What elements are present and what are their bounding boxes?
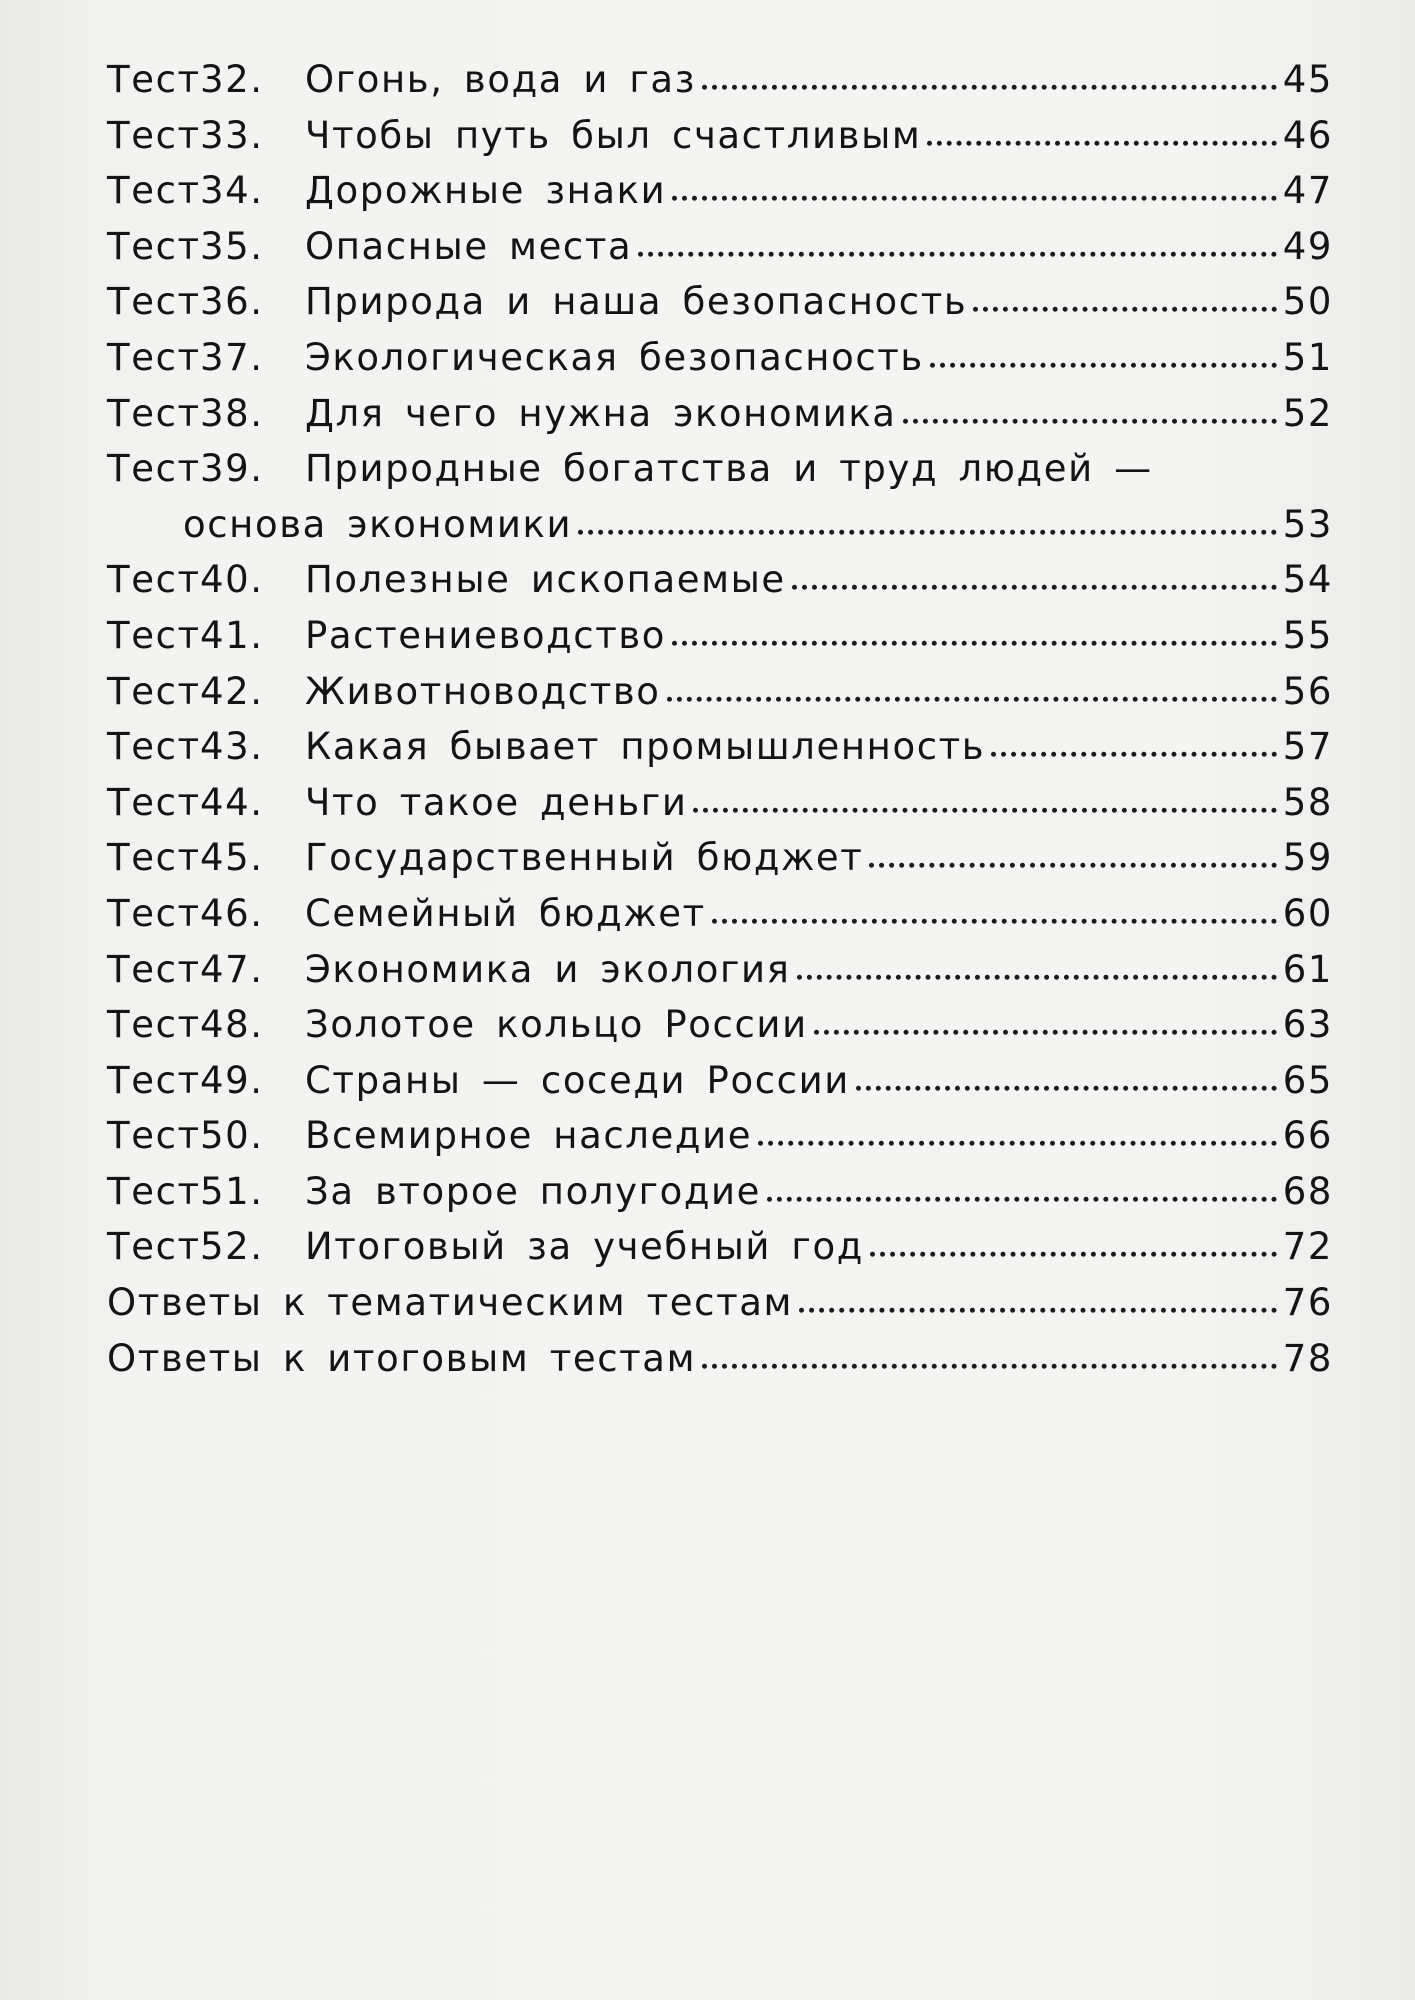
toc-entry-35 [107,219,1333,275]
toc-entry-50 [107,1108,1333,1164]
toc-entry-51 [107,1164,1333,1220]
dot-leader [693,778,1276,813]
dot-leader [672,611,1277,646]
dot-leader [672,166,1276,201]
test-number: 51. [200,1169,264,1213]
test-number: 45. [200,836,264,880]
test-title: За второе полугодие [305,1169,762,1213]
test-label: Тест [107,613,201,657]
test-number: 50. [200,1114,264,1158]
test-title: Что такое деньги [305,780,688,824]
page-number: 72 [1282,1225,1333,1269]
test-title: Дорожные знаки [305,169,667,213]
test-title: Золотое кольцо России [305,1003,808,1047]
test-number: 37. [200,335,264,379]
answers-title: Ответы к тематическим тестам [107,1281,794,1325]
toc-entry-45 [107,830,1333,886]
test-label: Тест [107,1225,201,1269]
page-number: 52 [1282,391,1333,435]
test-title: Итоговый за учебный год [305,1225,864,1269]
toc-entry-52 [107,1219,1333,1275]
toc-entry-49 [107,1053,1333,1109]
table-of-contents [107,52,1333,1386]
page-number: 59 [1282,836,1333,880]
page-number: 53 [1282,502,1333,546]
page-number: 47 [1282,169,1333,213]
test-number: 47. [200,947,264,991]
dot-leader [799,1278,1277,1313]
toc-entry-39 [107,441,1333,552]
test-label: Тест [107,169,201,213]
answers-title: Ответы к итоговым тестам [107,1336,697,1380]
toc-answers-final [107,1331,1333,1387]
toc-entry-33 [107,108,1333,164]
test-label: Тест [107,947,201,991]
test-title: Животноводство [305,669,661,713]
test-number: 49. [200,1058,264,1102]
test-number: 36. [200,280,264,324]
toc-entry-36 [107,274,1333,330]
test-number: 43. [200,725,264,769]
page-number: 78 [1282,1336,1333,1380]
test-title: Природа и наша безопасность [305,280,968,324]
toc-entry-40 [107,552,1333,608]
page-number: 45 [1282,58,1333,101]
test-label: Тест [107,780,201,824]
test-title: Экологическая безопасность [305,335,924,379]
page-number: 55 [1282,613,1333,657]
page-number: 46 [1282,113,1333,157]
toc-entry-32 [107,52,1333,108]
page-number: 63 [1282,1003,1333,1047]
test-number: 42. [200,669,264,713]
page-number: 56 [1282,669,1333,713]
page-number: 61 [1282,947,1333,991]
dot-leader [870,1223,1277,1258]
test-number: 35. [200,224,264,268]
test-label: Тест [107,447,201,491]
test-number: 33. [200,113,264,157]
test-title: Чтобы путь был счастливым [305,113,922,157]
page-number: 54 [1282,558,1333,602]
test-label: Тест [107,1169,201,1213]
test-label: Тест [107,725,201,769]
toc-entry-37 [107,330,1333,386]
test-label: Тест [107,58,201,101]
test-label: Тест [107,113,201,157]
test-number: 32. [200,58,264,101]
test-title-continuation: основа экономики [183,502,573,546]
dot-leader [814,1000,1277,1035]
dot-leader [702,1334,1277,1369]
dot-leader [578,500,1277,535]
toc-entry-34 [107,163,1333,219]
page-number: 76 [1282,1281,1333,1325]
dot-leader [927,111,1276,146]
page-number: 50 [1282,280,1333,324]
test-label: Тест [107,558,201,602]
page-number: 51 [1282,335,1333,379]
dot-leader [856,1056,1277,1091]
test-label: Тест [107,1114,201,1158]
test-title: Природные богатства и труд людей — [305,447,1153,491]
toc-entry-42 [107,664,1333,720]
test-title: Опасные места [305,224,633,268]
test-number: 40. [200,558,264,602]
toc-entry-48 [107,997,1333,1053]
test-title: Полезные ископаемые [305,558,786,602]
test-label: Тест [107,891,201,935]
test-title: Государственный бюджет [305,836,864,880]
test-label: Тест [107,669,201,713]
test-title: Страны — соседи России [305,1058,850,1102]
toc-entry-43 [107,719,1333,775]
toc-entry-41 [107,608,1333,664]
test-number: 39. [200,447,264,491]
test-title: Растениеводство [305,613,667,657]
dot-leader [638,222,1276,257]
test-number: 41. [200,613,264,657]
toc-entry-44 [107,775,1333,831]
dot-leader [767,1167,1277,1202]
page-number: 58 [1282,780,1333,824]
dot-leader [930,333,1277,368]
test-number: 34. [200,169,264,213]
page-number: 49 [1282,224,1333,268]
dot-leader [712,889,1277,924]
dot-leader [797,945,1277,980]
test-number: 38. [200,391,264,435]
test-label: Тест [107,280,201,324]
test-label: Тест [107,1003,201,1047]
toc-entry-47 [107,942,1333,998]
test-title: Экономика и экология [305,947,791,991]
test-number: 52. [200,1225,264,1269]
test-title: Всемирное наследие [305,1114,753,1158]
test-label: Тест [107,1058,201,1102]
page-number: 65 [1282,1058,1333,1102]
dot-leader [702,55,1277,90]
test-title: Огонь, вода и газ [305,58,696,101]
test-label: Тест [107,335,201,379]
toc-entry-38 [107,386,1333,442]
test-number: 46. [200,891,264,935]
test-number: 48. [200,1003,264,1047]
toc-answers-thematic [107,1275,1333,1331]
page-number: 68 [1282,1169,1333,1213]
dot-leader [991,722,1277,757]
test-label: Тест [107,224,201,268]
page-number: 57 [1282,725,1333,769]
dot-leader [973,278,1276,313]
test-title: Семейный бюджет [305,891,706,935]
toc-entry-46 [107,886,1333,942]
page-number: 60 [1282,891,1333,935]
dot-leader [869,833,1276,868]
dot-leader [792,556,1277,591]
test-title: Для чего нужна экономика [305,391,897,435]
test-label: Тест [107,391,201,435]
test-label: Тест [107,836,201,880]
page-number: 66 [1282,1114,1333,1158]
test-title: Какая бывает промышленность [305,725,986,769]
test-number: 44. [200,780,264,824]
dot-leader [667,667,1277,702]
dot-leader [903,389,1277,424]
dot-leader [758,1111,1277,1146]
